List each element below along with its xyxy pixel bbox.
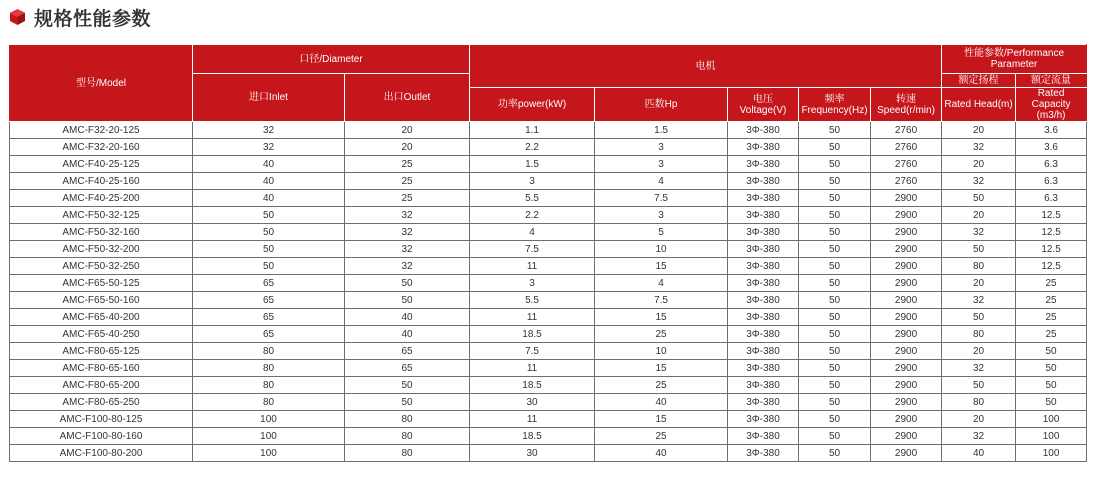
cell-inlet: 65 [193,275,345,292]
cell-power-hp: 15 [595,309,728,326]
cell-voltage: 3Φ-380 [728,258,799,275]
cell-frequency: 50 [799,207,871,224]
cell-power-hp: 15 [595,258,728,275]
cell-outlet: 20 [345,139,470,156]
cell-rated-capacity: 25 [1016,309,1087,326]
cell-power-hp: 40 [595,394,728,411]
cell-rated-capacity: 3.6 [1016,122,1087,139]
cell-rated-head: 20 [942,343,1016,360]
cell-frequency: 50 [799,360,871,377]
cell-inlet: 40 [193,156,345,173]
cell-inlet: 50 [193,224,345,241]
cell-rated-head: 80 [942,258,1016,275]
cell-rated-head: 50 [942,309,1016,326]
cell-speed: 2900 [871,224,942,241]
cell-outlet: 25 [345,190,470,207]
cell-power-hp: 3 [595,156,728,173]
cell-speed: 2900 [871,343,942,360]
cell-speed: 2900 [871,411,942,428]
table-row [10,411,1087,428]
cell-model: AMC-F80-65-200 [10,377,193,394]
table-row [10,428,1087,445]
cell-power-kw: 2.2 [470,207,595,224]
table-row [10,224,1087,241]
cell-voltage: 3Φ-380 [728,394,799,411]
header-voltage: 电压 Voltage(V) [728,88,799,122]
cell-inlet: 100 [193,428,345,445]
cell-frequency: 50 [799,224,871,241]
cell-rated-head: 32 [942,292,1016,309]
cell-rated-head: 32 [942,224,1016,241]
cell-outlet: 25 [345,156,470,173]
header-rated-head-en: Rated Head(m) [942,88,1016,122]
cell-model: AMC-F65-50-125 [10,275,193,292]
cell-rated-head: 20 [942,122,1016,139]
cell-power-kw: 30 [470,445,595,462]
cell-inlet: 50 [193,258,345,275]
cell-rated-head: 32 [942,360,1016,377]
cell-inlet: 80 [193,377,345,394]
cell-power-kw: 4 [470,224,595,241]
table-row [10,275,1087,292]
cell-power-kw: 5.5 [470,190,595,207]
cell-speed: 2900 [871,241,942,258]
cell-speed: 2900 [871,360,942,377]
header-outlet: 出口Outlet [345,74,470,122]
cell-outlet: 32 [345,241,470,258]
cell-outlet: 32 [345,207,470,224]
cell-rated-head: 50 [942,190,1016,207]
cell-model: AMC-F65-50-160 [10,292,193,309]
header-motor: 电机 [470,45,942,88]
cell-speed: 2900 [871,292,942,309]
cell-outlet: 40 [345,309,470,326]
cell-speed: 2760 [871,122,942,139]
cell-model: AMC-F100-80-125 [10,411,193,428]
cell-inlet: 65 [193,326,345,343]
cell-power-hp: 40 [595,445,728,462]
cell-rated-capacity: 3.6 [1016,139,1087,156]
cell-voltage: 3Φ-380 [728,343,799,360]
cell-voltage: 3Φ-380 [728,156,799,173]
cell-rated-capacity: 6.3 [1016,190,1087,207]
cell-speed: 2900 [871,258,942,275]
cell-outlet: 65 [345,360,470,377]
header-rated-head-cn: 额定扬程 [942,74,1016,88]
cell-voltage: 3Φ-380 [728,309,799,326]
header-frequency: 频率 Frequency(Hz) [799,88,871,122]
cell-power-hp: 25 [595,326,728,343]
cell-rated-capacity: 100 [1016,445,1087,462]
cell-frequency: 50 [799,275,871,292]
spec-table-body [10,122,1087,462]
cell-outlet: 20 [345,122,470,139]
table-row [10,241,1087,258]
cell-speed: 2760 [871,173,942,190]
cell-rated-capacity: 100 [1016,428,1087,445]
cell-frequency: 50 [799,343,871,360]
header-inlet: 进口Inlet [193,74,345,122]
cell-voltage: 3Φ-380 [728,224,799,241]
cell-power-hp: 3 [595,207,728,224]
table-row [10,360,1087,377]
cell-speed: 2900 [871,309,942,326]
cell-inlet: 100 [193,445,345,462]
cell-outlet: 32 [345,258,470,275]
cell-model: AMC-F50-32-160 [10,224,193,241]
cell-power-kw: 11 [470,411,595,428]
cell-rated-head: 32 [942,139,1016,156]
cell-speed: 2900 [871,326,942,343]
table-row [10,326,1087,343]
cell-inlet: 80 [193,343,345,360]
header-rated-capacity-cn: 额定流量 [1016,74,1087,88]
table-row [10,394,1087,411]
cell-rated-head: 80 [942,326,1016,343]
cell-power-kw: 11 [470,360,595,377]
table-row [10,190,1087,207]
cell-speed: 2900 [871,428,942,445]
cell-rated-capacity: 12.5 [1016,241,1087,258]
cell-voltage: 3Φ-380 [728,139,799,156]
cell-inlet: 40 [193,173,345,190]
cell-outlet: 32 [345,224,470,241]
cell-inlet: 100 [193,411,345,428]
table-row [10,309,1087,326]
table-row [10,173,1087,190]
table-row [10,377,1087,394]
cell-power-kw: 7.5 [470,343,595,360]
cell-power-kw: 3 [470,275,595,292]
cell-inlet: 80 [193,394,345,411]
header-power-kw: 功率power(kW) [470,88,595,122]
cell-voltage: 3Φ-380 [728,377,799,394]
cell-rated-head: 20 [942,207,1016,224]
cell-power-hp: 7.5 [595,292,728,309]
cell-speed: 2760 [871,156,942,173]
cell-speed: 2760 [871,139,942,156]
cell-frequency: 50 [799,139,871,156]
cell-rated-capacity: 6.3 [1016,173,1087,190]
cell-voltage: 3Φ-380 [728,411,799,428]
cell-rated-head: 20 [942,156,1016,173]
cell-rated-head: 40 [942,445,1016,462]
section-header [9,4,151,30]
cell-frequency: 50 [799,258,871,275]
cell-inlet: 40 [193,190,345,207]
cell-inlet: 65 [193,292,345,309]
cell-frequency: 50 [799,309,871,326]
cell-voltage: 3Φ-380 [728,275,799,292]
cell-inlet: 65 [193,309,345,326]
cell-frequency: 50 [799,241,871,258]
table-row [10,292,1087,309]
cell-power-hp: 4 [595,173,728,190]
cell-frequency: 50 [799,326,871,343]
cell-model: AMC-F100-80-200 [10,445,193,462]
cell-rated-capacity: 50 [1016,394,1087,411]
cell-power-kw: 7.5 [470,241,595,258]
cell-rated-head: 80 [942,394,1016,411]
cell-outlet: 40 [345,326,470,343]
cell-inlet: 32 [193,139,345,156]
header-power-hp: 匹数Hp [595,88,728,122]
cell-outlet: 80 [345,411,470,428]
cell-rated-capacity: 6.3 [1016,156,1087,173]
cell-frequency: 50 [799,445,871,462]
cell-rated-head: 20 [942,411,1016,428]
table-row [10,122,1087,139]
cell-rated-capacity: 50 [1016,360,1087,377]
cell-inlet: 50 [193,241,345,258]
cell-rated-capacity: 25 [1016,292,1087,309]
cell-frequency: 50 [799,411,871,428]
cell-model: AMC-F65-40-200 [10,309,193,326]
cell-rated-head: 20 [942,275,1016,292]
cell-outlet: 50 [345,394,470,411]
cell-frequency: 50 [799,428,871,445]
cell-speed: 2900 [871,445,942,462]
cell-power-hp: 10 [595,343,728,360]
cell-power-kw: 1.1 [470,122,595,139]
cell-power-hp: 7.5 [595,190,728,207]
cell-voltage: 3Φ-380 [728,292,799,309]
cell-rated-head: 50 [942,377,1016,394]
cell-voltage: 3Φ-380 [728,445,799,462]
cell-voltage: 3Φ-380 [728,360,799,377]
cell-rated-capacity: 25 [1016,275,1087,292]
cell-frequency: 50 [799,190,871,207]
cell-power-kw: 11 [470,309,595,326]
cell-power-hp: 10 [595,241,728,258]
cube-icon [9,8,26,26]
table-row [10,207,1087,224]
cell-power-kw: 30 [470,394,595,411]
cell-power-kw: 3 [470,173,595,190]
cell-model: AMC-F50-32-250 [10,258,193,275]
cell-rated-capacity: 100 [1016,411,1087,428]
cell-outlet: 50 [345,275,470,292]
cell-speed: 2900 [871,377,942,394]
cell-power-hp: 25 [595,428,728,445]
cell-power-kw: 2.2 [470,139,595,156]
cell-model: AMC-F40-25-125 [10,156,193,173]
cell-rated-capacity: 50 [1016,343,1087,360]
cell-power-hp: 15 [595,360,728,377]
cell-outlet: 80 [345,428,470,445]
cell-outlet: 80 [345,445,470,462]
cell-power-kw: 1.5 [470,156,595,173]
cell-speed: 2900 [871,207,942,224]
cell-model: AMC-F65-40-250 [10,326,193,343]
cell-inlet: 50 [193,207,345,224]
cell-frequency: 50 [799,377,871,394]
cell-voltage: 3Φ-380 [728,428,799,445]
cell-power-kw: 18.5 [470,428,595,445]
cell-model: AMC-F40-25-160 [10,173,193,190]
cell-outlet: 50 [345,377,470,394]
cell-voltage: 3Φ-380 [728,326,799,343]
cell-inlet: 32 [193,122,345,139]
cell-model: AMC-F80-65-250 [10,394,193,411]
section-title: 规格性能参数 [34,8,152,30]
cell-model: AMC-F32-20-160 [10,139,193,156]
cell-outlet: 25 [345,173,470,190]
cell-rated-capacity: 12.5 [1016,207,1087,224]
cell-frequency: 50 [799,292,871,309]
cell-model: AMC-F32-20-125 [10,122,193,139]
cell-power-hp: 15 [595,411,728,428]
table-row [10,139,1087,156]
header-diameter: 口径/Diameter [193,45,470,74]
cell-voltage: 3Φ-380 [728,241,799,258]
cell-speed: 2900 [871,190,942,207]
cell-model: AMC-F100-80-160 [10,428,193,445]
cell-rated-head: 50 [942,241,1016,258]
table-row [10,445,1087,462]
cell-power-kw: 11 [470,258,595,275]
table-row [10,343,1087,360]
cell-voltage: 3Φ-380 [728,190,799,207]
cell-power-kw: 5.5 [470,292,595,309]
header-rated-capacity-en: Rated Capacity (m3/h) [1016,88,1087,122]
cell-speed: 2900 [871,275,942,292]
cell-speed: 2900 [871,394,942,411]
table-row [10,258,1087,275]
cell-outlet: 50 [345,292,470,309]
header-speed: 转速 Speed(r/min) [871,88,942,122]
cell-voltage: 3Φ-380 [728,173,799,190]
cell-power-hp: 5 [595,224,728,241]
cell-rated-head: 32 [942,428,1016,445]
cell-model: AMC-F50-32-200 [10,241,193,258]
cell-outlet: 65 [345,343,470,360]
cell-power-kw: 18.5 [470,377,595,394]
cell-inlet: 80 [193,360,345,377]
cell-power-hp: 25 [595,377,728,394]
spec-table [9,44,1087,462]
cell-frequency: 50 [799,173,871,190]
table-row [10,156,1087,173]
cell-rated-capacity: 25 [1016,326,1087,343]
cell-frequency: 50 [799,156,871,173]
cell-power-hp: 3 [595,139,728,156]
cell-model: AMC-F80-65-125 [10,343,193,360]
cell-rated-capacity: 12.5 [1016,258,1087,275]
cell-power-hp: 4 [595,275,728,292]
header-model: 型号/Model [10,45,193,122]
cell-rated-head: 32 [942,173,1016,190]
cell-voltage: 3Φ-380 [728,122,799,139]
cell-model: AMC-F80-65-160 [10,360,193,377]
header-performance: 性能参数/Performance Parameter [942,45,1087,74]
cell-rated-capacity: 12.5 [1016,224,1087,241]
cell-power-hp: 1.5 [595,122,728,139]
cell-voltage: 3Φ-380 [728,207,799,224]
cell-frequency: 50 [799,122,871,139]
cell-rated-capacity: 50 [1016,377,1087,394]
cell-model: AMC-F50-32-125 [10,207,193,224]
cell-frequency: 50 [799,394,871,411]
cell-power-kw: 18.5 [470,326,595,343]
cell-model: AMC-F40-25-200 [10,190,193,207]
